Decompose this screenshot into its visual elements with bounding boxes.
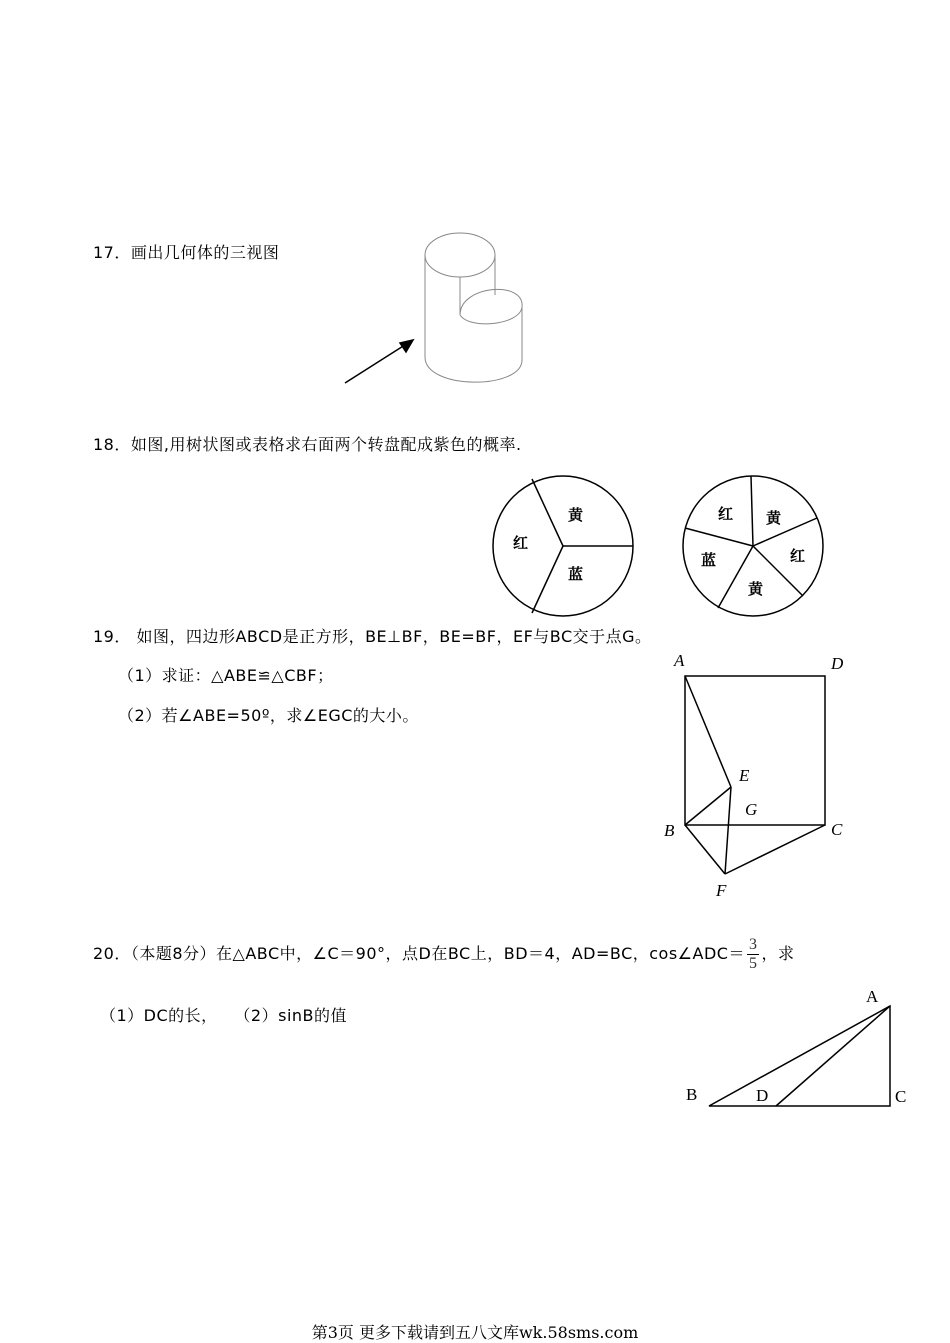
spinner-2-label-blue: 蓝 xyxy=(701,551,717,569)
question-20 xyxy=(93,936,794,973)
label-D: D xyxy=(756,1086,769,1105)
spinner-2 xyxy=(682,475,827,620)
page-footer: 第3页 更多下载请到五八文库wk.58sms.com xyxy=(311,1323,639,1342)
spinner-2-label-yellow-2: 黄 xyxy=(748,580,764,598)
question-19-part-1: （1）求证：△ABE≌△CBF； xyxy=(118,666,334,685)
spinner-2-label-red-2: 红 xyxy=(790,547,806,565)
label-C: C xyxy=(895,1087,907,1106)
fraction-denominator: 5 xyxy=(748,955,758,972)
question-20-text-end: ，求 xyxy=(761,944,795,963)
geometry-solid-figure xyxy=(340,225,540,390)
label-A: A xyxy=(674,651,685,670)
spinner-1-label-yellow: 黄 xyxy=(568,506,584,524)
question-20-parts: （1）DC的长， （2）sinB的值 xyxy=(100,1006,348,1025)
label-B: B xyxy=(686,1085,698,1104)
question-19-part-2: （2）若∠ABE=50º，求∠EGC的大小。 xyxy=(118,706,419,725)
label-E: E xyxy=(739,766,750,785)
fraction xyxy=(747,936,760,973)
spinner-1-label-red: 红 xyxy=(513,534,529,552)
label-B: B xyxy=(664,821,675,840)
label-C: C xyxy=(831,820,843,839)
label-F: F xyxy=(716,881,727,900)
label-D: D xyxy=(831,654,844,673)
triangle-figure xyxy=(680,980,920,1120)
spinner-2-label-red-1: 红 xyxy=(718,505,734,523)
spinner-2-label-yellow-1: 黄 xyxy=(766,509,782,527)
question-18: 18．如图,用树状图或表格求右面两个转盘配成紫色的概率. xyxy=(93,435,522,454)
question-20-text: 20．（本题8分）在△ABC中，∠C＝90°，点D在BC上，BD＝4，AD=BC，cos∠ADC＝ xyxy=(93,944,745,963)
square-figure xyxy=(655,645,865,905)
question-19: 19． 如图，四边形ABCD是正方形，BE⊥BF，BE=BF，EF与BC交于点G。 xyxy=(93,627,652,646)
label-A: A xyxy=(866,987,879,1006)
spinner-1 xyxy=(492,475,637,620)
question-17: 17．画出几何体的三视图 xyxy=(93,243,280,262)
label-G: G xyxy=(745,800,758,819)
spinner-1-label-blue: 蓝 xyxy=(568,565,584,583)
fraction-numerator: 3 xyxy=(748,936,758,953)
